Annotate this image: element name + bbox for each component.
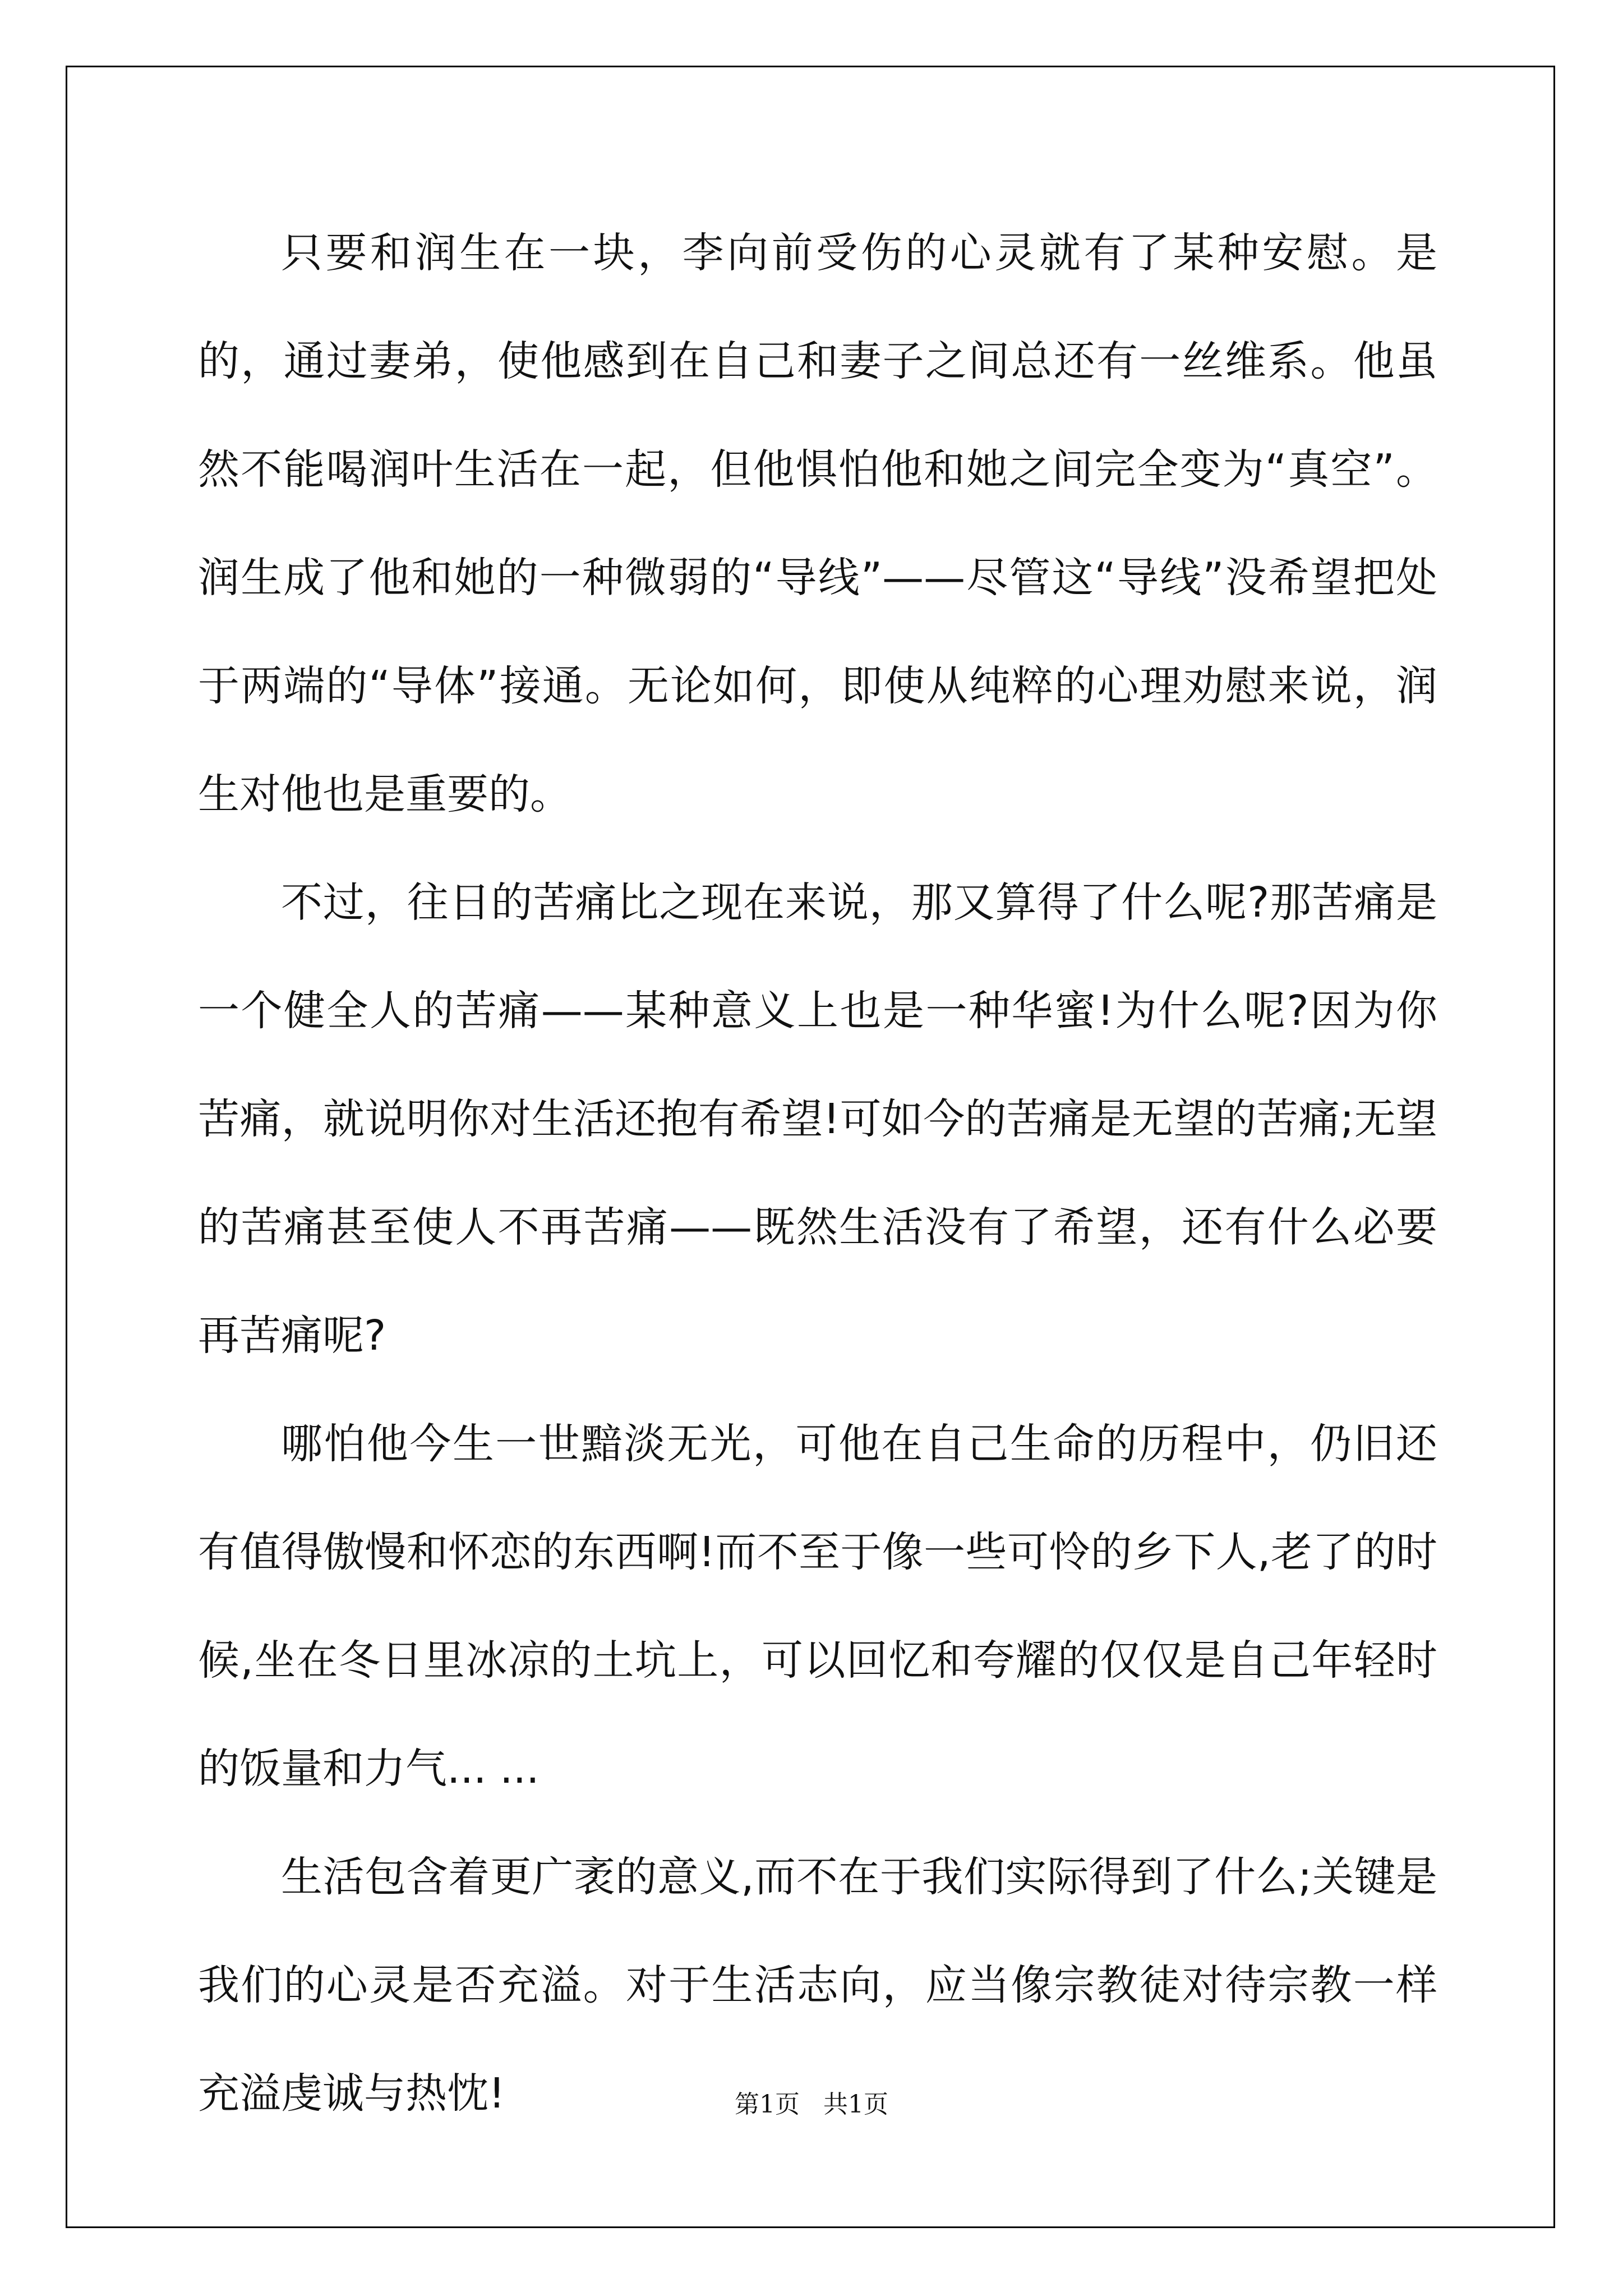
document-body <box>198 199 1437 2148</box>
paragraph-1: 只要和润生在一块，李向前受伤的心灵就有了某种安慰。是的，通过妻弟，使他感到在自己和妻子之间总还有一丝维系。他虽然不能喝润叶生活在一起，但他惧怕他和她之间完全变为“真空”。润生成了他和她的一种微弱的“导线”——尽管这“导线”没希望把处于两端的“导体”接通。无论如何，即使从纯粹的心理劝慰来说，润生对他也是重要的。 <box>198 229 1437 818</box>
paragraph-3: 哪怕他今生一世黯淡无光，可他在自己生命的历程中，仍旧还有值得傲慢和怀恋的东西啊!而不至于像一些可怜的乡下人,老了的时候,坐在冬日里冰凉的土坑上，可以回忆和夸耀的仅仅是自己年轻时的饭量和力气... ... <box>198 1420 1437 1793</box>
paragraph-2: 不过，往日的苦痛比之现在来说，那又算得了什么呢?那苦痛是一个健全人的苦痛——某种意义上也是一种华蜜!为什么呢?因为你苦痛，就说明你对生活还抱有希望!可如今的苦痛是无望的苦痛;无望的苦痛甚至使人不再苦痛——既然生活没有了希望，还有什么必要再苦痛呢? <box>198 878 1437 1360</box>
page-footer: 第1页 共1页 <box>735 2090 888 2119</box>
paragraph-4: 生活包含着更广袤的意义,而不在于我们实际得到了什么;关键是我们的心灵是否充溢。对于生活志向，应当像宗教徒对待宗教一样充溢虔诚与热忱! <box>198 1853 1437 2118</box>
